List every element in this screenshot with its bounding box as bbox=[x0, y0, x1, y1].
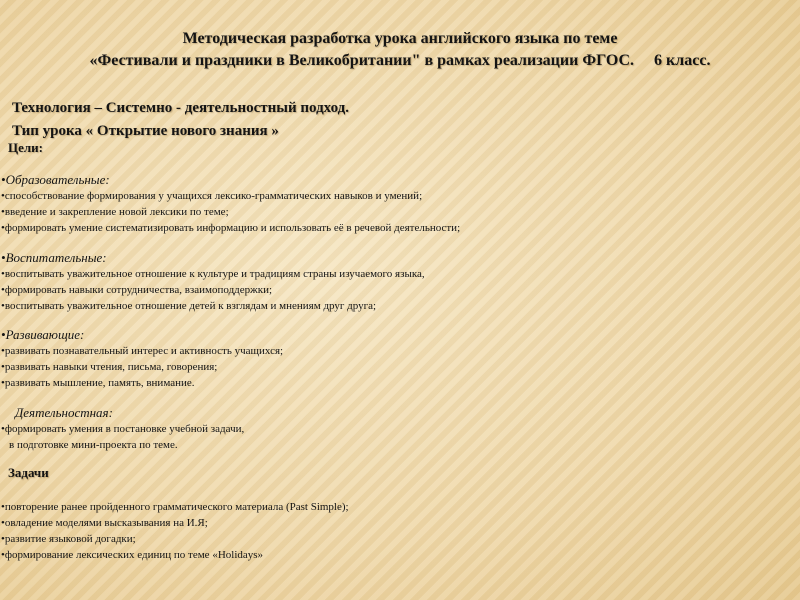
list-item: • развитие языковой догадки; bbox=[1, 531, 349, 547]
activity-heading: Деятельностная: bbox=[15, 405, 113, 420]
document-title bbox=[0, 28, 800, 72]
title-line-2: «Фестивали и праздники в Великобритании" в рамках реализации ФГОС. 6 класс. bbox=[89, 52, 711, 69]
technology-block bbox=[12, 97, 349, 143]
tasks-heading: Задачи bbox=[8, 465, 49, 480]
educational-goals bbox=[1, 171, 460, 236]
developmental-heading: • Развивающие: bbox=[1, 326, 283, 343]
list-item: • повторение ранее пройденного грамматического материала (Past Simple); bbox=[1, 499, 349, 515]
list-item: • способствование формирования у учащихся лексико-грамматических навыков и умений; bbox=[1, 188, 460, 204]
list-item: • развивать навыки чтения, письма, говорения; bbox=[1, 359, 283, 375]
upbringing-goals bbox=[1, 249, 425, 314]
list-item: • развивать мышление, память, внимание. bbox=[1, 375, 283, 391]
list-item: • формирование лексических единиц по теме «Holidays» bbox=[1, 547, 349, 563]
activity-goals bbox=[1, 404, 244, 453]
technology-line: Технология – Системно - деятельностный подход. bbox=[12, 100, 350, 116]
developmental-goals bbox=[1, 326, 283, 391]
lesson-type-line: Тип урока « Открытие нового знания » bbox=[12, 123, 279, 139]
list-item: • овладение моделями высказывания на И.Я; bbox=[1, 515, 349, 531]
list-item: • формировать навыки сотрудничества, взаимоподдержки; bbox=[1, 282, 425, 298]
list-item: • введение и закрепление новой лексики по теме; bbox=[1, 204, 460, 220]
tasks-list bbox=[1, 499, 349, 563]
list-item: • развивать познавательный интерес и активность учащихся; bbox=[1, 343, 283, 359]
educational-heading: • Образовательные: bbox=[1, 171, 460, 188]
goals-heading: Цели: bbox=[8, 140, 43, 155]
list-item: • воспитывать уважительное отношение к культуре и традициям страны изучаемого языка, bbox=[1, 266, 425, 282]
list-item-continuation: в подготовке мини-проекта по теме. bbox=[9, 439, 178, 451]
list-item: • формировать умение систематизировать информацию и использовать её в речевой деятельности; bbox=[1, 220, 460, 236]
title-line-1: Методическая разработка урока английского языка по теме bbox=[182, 30, 618, 47]
list-item: • формировать умения в постановке учебной задачи, bbox=[1, 421, 244, 437]
upbringing-heading: • Воспитательные: bbox=[1, 249, 425, 266]
list-item: • воспитывать уважительное отношение детей к взглядам и мнениям друг друга; bbox=[1, 298, 425, 314]
